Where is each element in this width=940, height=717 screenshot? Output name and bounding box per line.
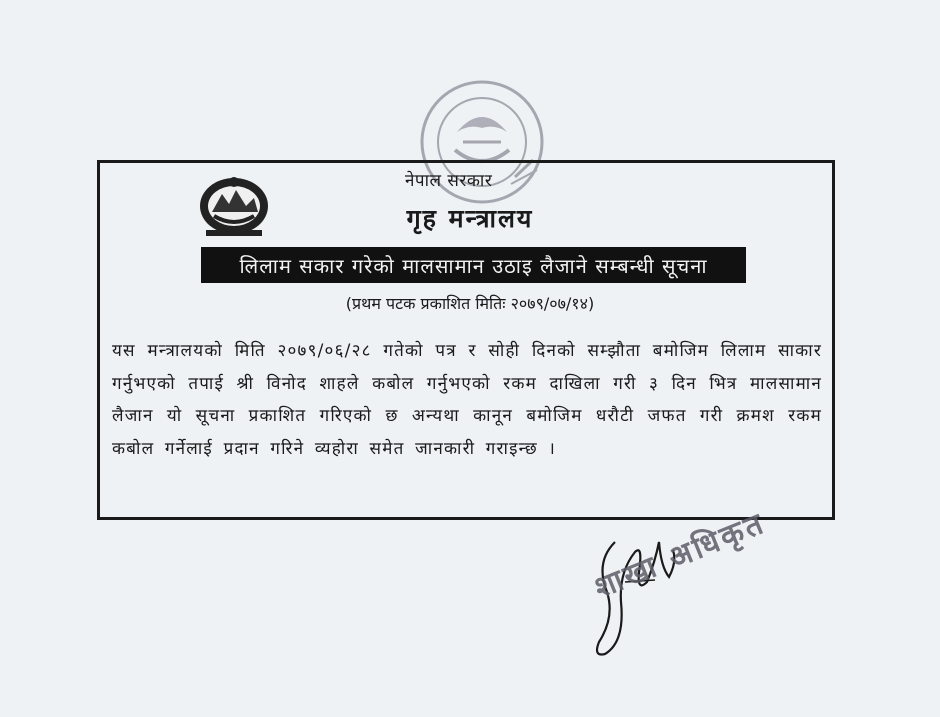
publication-date: (प्रथम पटक प्रकाशित मितिः २०७९/०७/१४) [345,294,595,313]
notice-subject [201,247,746,283]
notice-body: यस मन्त्रालयको मिति २०७९/०६/२८ गतेको पत्र र सोही दिनको सम्झौता बमोजिम लिलाम साकार गर्नुभएको तपाई श्री विनोद शाहले कबोल गर्नुभएको रकम दाखिला गरी ३ दिन भित्र मालसामान लैजान यो सूचना प्रकाशित गरिएको छ अन्यथा कानून बमोजिम धरौटी जफत गरी क्रमश रकम कबोल गर्नेलाई प्रदान गरिने व्यहोरा समेत जानकारी गराइन्छ । [112,341,822,459]
notice-subject-text: लिलाम सकार गरेको मालसामान उठाइ लैजाने सम्बन्धी सूचना [239,253,708,278]
office-stamp: शाखा अधिकृत [589,505,771,607]
ministry-title: गृह मन्त्रालय [406,204,534,233]
government-name: नेपाल सरकार [405,171,493,191]
